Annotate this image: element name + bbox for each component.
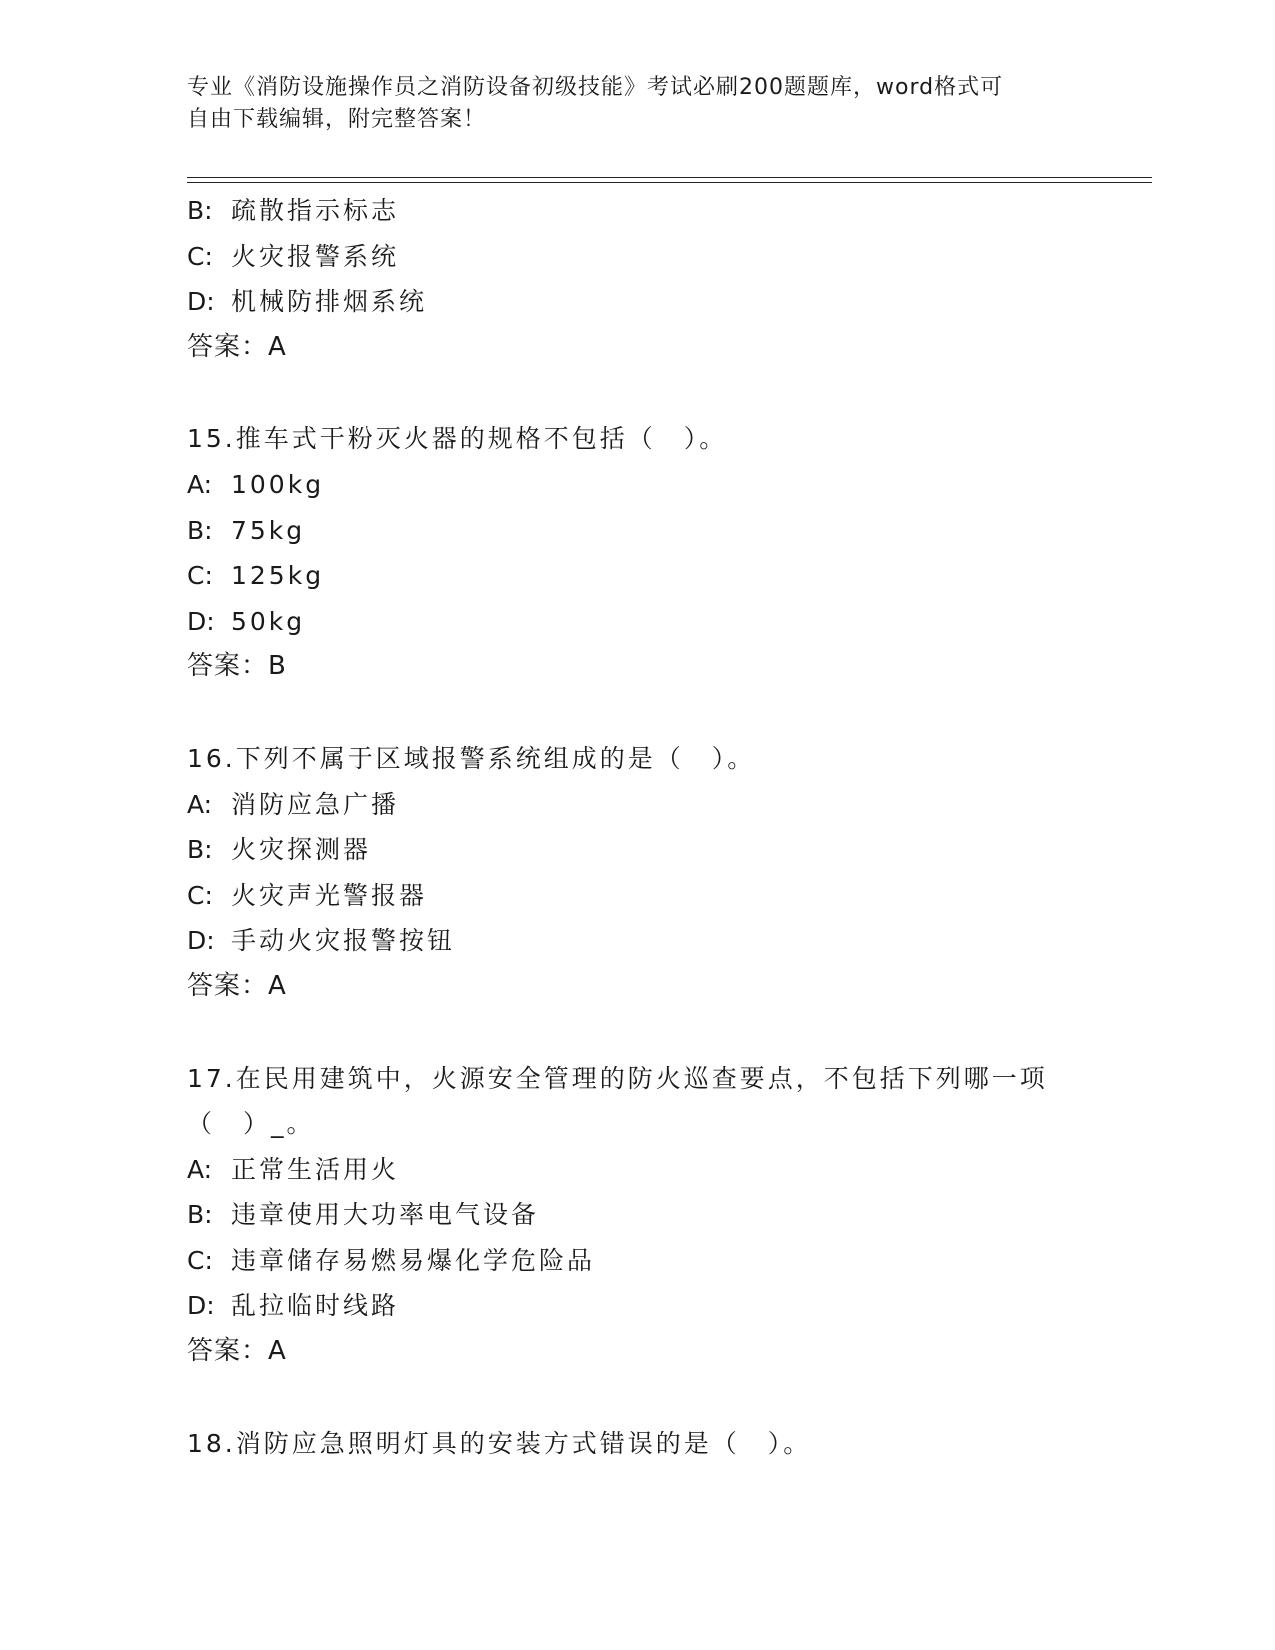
spacer [187,1010,1087,1056]
option-text: 正常生活用火 [231,1154,400,1184]
option-label: B: [187,515,213,545]
spacer [187,370,1087,416]
question-text: 16.下列不属于区域报警系统组成的是（ ）。 [187,743,756,773]
header-line-1: 专业《消防设施操作员之消防设备初级技能》考试必刷200题题库，word格式可 [187,75,1004,100]
answer: 答案：A [187,970,287,1001]
option-b [187,188,1087,234]
option-c [187,234,1087,280]
option-label: D: [187,287,215,317]
option-c [187,553,1087,599]
option-label: B: [187,1200,213,1230]
option-text: 火灾探测器 [231,835,372,865]
answer: 答案：B [187,651,287,682]
header-line-2: 自由下载编辑，附完整答案！ [187,107,487,132]
option-text: 125kg [231,561,325,591]
option-text: 75kg [231,515,306,545]
option-d [187,918,1087,964]
option-label: D: [187,606,215,636]
option-text: 违章使用大功率电气设备 [231,1200,540,1230]
option-d [187,279,1087,325]
spacer [187,690,1087,736]
option-label: C: [187,880,213,910]
option-label: B: [187,835,213,865]
option-text: 机械防排烟系统 [231,287,428,317]
answer: 答案：A [187,331,287,362]
option-label: C: [187,1245,213,1275]
option-a [187,782,1087,828]
option-text: 100kg [231,469,325,499]
question-text: 15.推车式干粉灭火器的规格不包括（ ）。 [187,424,728,454]
option-label: B: [187,196,213,225]
option-a [187,462,1087,508]
option-label: C: [187,561,213,591]
option-text: 消防应急广播 [231,789,400,819]
option-d [187,599,1087,645]
question-15 [187,416,1087,690]
option-label: C: [187,241,213,271]
question-text-line-1: 17.在民用建筑中，火源安全管理的防火巡查要点，不包括下列哪一项 [187,1063,1048,1093]
option-b [187,827,1087,873]
option-text: 火灾报警系统 [231,241,400,271]
option-label: A: [187,789,213,819]
question-text: 18.消防应急照明灯具的安装方式错误的是（ ）。 [187,1428,812,1458]
option-text: 疏散指示标志 [231,196,400,225]
question-18 [187,1421,1087,1467]
option-a [187,1147,1087,1193]
option-text: 乱拉临时线路 [231,1291,400,1321]
option-c [187,873,1087,919]
document-header [187,72,1067,136]
option-text: 手动火灾报警按钮 [231,926,456,956]
header-rule-bottom [187,182,1152,183]
option-b [187,1192,1087,1238]
answer: 答案：A [187,1336,287,1367]
spacer [187,1375,1087,1421]
header-rule-top [187,177,1152,178]
option-b [187,508,1087,554]
option-text: 火灾声光警报器 [231,880,428,910]
option-c [187,1238,1087,1284]
question-17 [187,1056,1087,1375]
option-label: D: [187,926,215,956]
option-label: A: [187,469,213,499]
option-text: 违章储存易燃易爆化学危险品 [231,1245,596,1275]
document-body [187,188,1087,1466]
question-text-line-2: （ ）_。 [187,1109,315,1139]
option-label: D: [187,1291,215,1321]
option-text: 50kg [231,606,306,636]
question-16 [187,736,1087,1010]
option-d [187,1283,1087,1329]
question-14 [187,188,1087,370]
option-label: A: [187,1154,213,1184]
